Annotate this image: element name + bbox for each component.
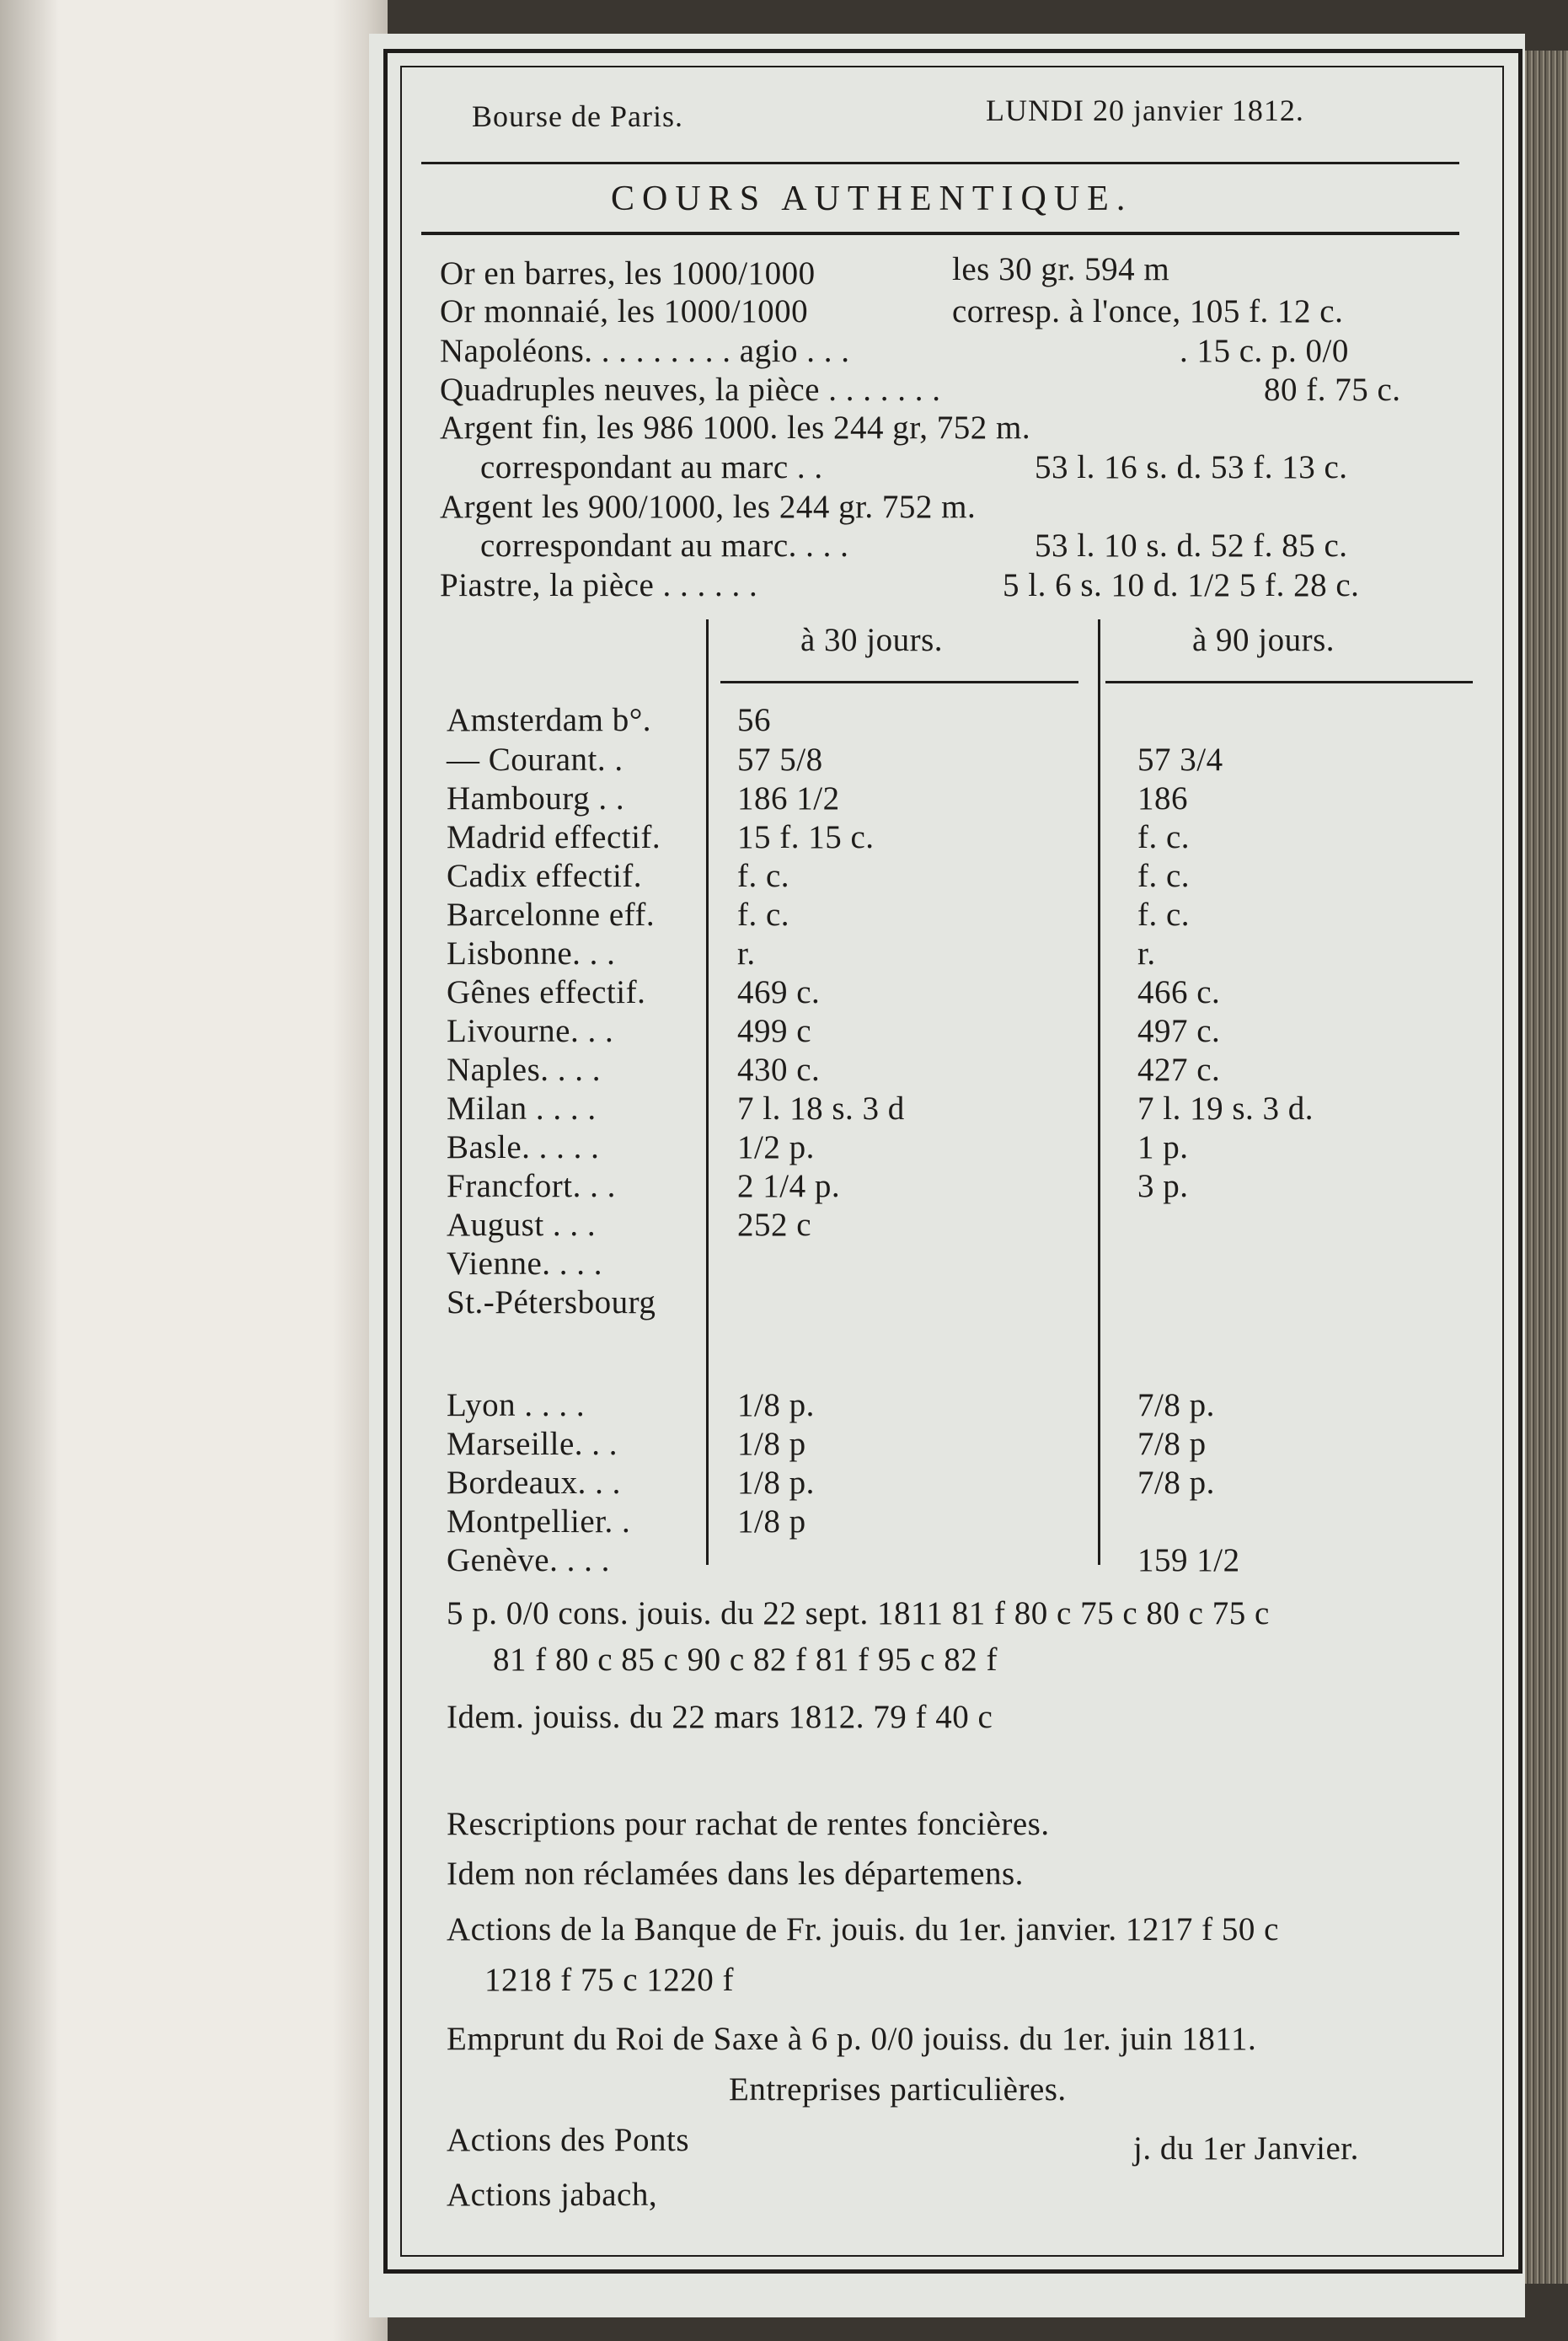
- rate-90-days: f. c.: [1137, 858, 1191, 894]
- section-heading: Entreprises particulières.: [729, 2071, 1067, 2108]
- exchange-place: Lyon . . . .: [447, 1387, 586, 1423]
- exchange-place: Genève. . . .: [447, 1542, 610, 1578]
- security-line: Actions jabach,: [447, 2177, 658, 2213]
- column-header-30: à 30 jours.: [800, 622, 944, 658]
- metal-line: Argent les 900/1000, les 244 gr. 752 m.: [440, 489, 977, 525]
- exchange-place: Lisbonne. . .: [447, 935, 616, 972]
- rate-90-days: 57 3/4: [1137, 742, 1223, 778]
- rate-30-days: f. c.: [737, 897, 790, 933]
- metal-line: Or en barres, les 1000/1000: [440, 255, 816, 292]
- rate-30-days: 1/8 p: [737, 1503, 806, 1540]
- rate-30-days: 1/8 p: [737, 1426, 806, 1462]
- header-rule: [421, 162, 1459, 164]
- exchange-place: Naples. . . .: [447, 1052, 602, 1088]
- rate-30-days: 7 l. 18 s. 3 d: [737, 1090, 905, 1127]
- rate-90-days: 7 l. 19 s. 3 d.: [1137, 1090, 1314, 1127]
- security-line: Actions des Ponts: [447, 2122, 690, 2158]
- exchange-place: Milan . . . .: [447, 1090, 597, 1127]
- exchange-place: August . . .: [447, 1207, 597, 1243]
- column-rule-90: [1105, 681, 1473, 683]
- metal-line: Argent fin, les 986 1000. les 244 gr, 752 m.: [440, 410, 1031, 446]
- rate-90-days: 427 c.: [1137, 1052, 1221, 1088]
- table-divider-right: [1098, 619, 1100, 1565]
- rate-90-days: 186: [1137, 780, 1188, 817]
- column-header-90: à 90 jours.: [1192, 622, 1335, 658]
- security-line: Rescriptions pour rachat de rentes foncières.: [447, 1806, 1050, 1842]
- rate-30-days: 1/8 p.: [737, 1387, 815, 1423]
- security-line: Actions de la Banque de Fr. jouis. du 1er. janvier. 1217 f 50 c: [447, 1911, 1279, 1947]
- rate-90-days: f. c.: [1137, 897, 1191, 933]
- metal-value: 80 f. 75 c.: [1264, 372, 1401, 408]
- exchange-place: Marseille. . .: [447, 1426, 618, 1462]
- rate-90-days: 7/8 p.: [1137, 1465, 1215, 1501]
- header-left: Bourse de Paris.: [472, 99, 683, 133]
- table-divider-left: [706, 619, 709, 1565]
- rate-30-days: 499 c: [737, 1013, 812, 1049]
- rate-30-days: 57 5/8: [737, 742, 823, 778]
- rate-30-days: 1/2 p.: [737, 1129, 815, 1165]
- metal-value: 53 l. 10 s. d. 52 f. 85 c.: [1035, 528, 1348, 564]
- exchange-place: Cadix effectif.: [447, 858, 643, 894]
- metal-value: 5 l. 6 s. 10 d. 1/2 5 f. 28 c.: [1003, 567, 1360, 603]
- exchange-place: Gênes effectif.: [447, 974, 646, 1010]
- metal-line: correspondant au marc. . . .: [480, 528, 849, 564]
- exchange-place: Francfort. . .: [447, 1168, 616, 1204]
- exchange-place: Vienne. . . .: [447, 1245, 603, 1282]
- exchange-place: Madrid effectif.: [447, 819, 661, 855]
- exchange-place: — Courant. .: [447, 742, 623, 778]
- metal-value: 53 l. 16 s. d. 53 f. 13 c.: [1035, 449, 1348, 485]
- rate-90-days: r.: [1137, 935, 1156, 972]
- security-line: Idem non réclamées dans les départemens.: [447, 1856, 1024, 1892]
- rate-90-days: 497 c.: [1137, 1013, 1221, 1049]
- rate-90-days: 3 p.: [1137, 1168, 1189, 1204]
- metal-value: les 30 gr. 594 m: [952, 251, 1170, 287]
- rate-30-days: 1/8 p.: [737, 1465, 815, 1501]
- metal-line: Piastre, la pièce . . . . . .: [440, 567, 758, 603]
- rate-30-days: 469 c.: [737, 974, 821, 1010]
- metal-line: correspondant au marc . .: [480, 449, 823, 485]
- exchange-place: Amsterdam b°.: [447, 702, 652, 738]
- rate-30-days: 186 1/2: [737, 780, 840, 817]
- rate-90-days: 466 c.: [1137, 974, 1221, 1010]
- security-date: j. du 1er Janvier.: [1133, 2130, 1359, 2167]
- page-title: COURS AUTHENTIQUE.: [611, 179, 1133, 218]
- exchange-place: Montpellier. .: [447, 1503, 631, 1540]
- rente-line: 5 p. 0/0 cons. jouis. du 22 sept. 1811 81 f 80 c 75 c 80 c 75 c: [447, 1595, 1270, 1631]
- rate-30-days: 56: [737, 702, 771, 738]
- title-rule: [421, 232, 1459, 235]
- rate-90-days: 1 p.: [1137, 1129, 1189, 1165]
- rate-30-days: f. c.: [737, 858, 790, 894]
- rate-30-days: 15 f. 15 c.: [737, 819, 875, 855]
- exchange-place: Livourne. . .: [447, 1013, 614, 1049]
- header-right: LUNDI 20 janvier 1812.: [986, 94, 1304, 127]
- rate-90-days: 7/8 p: [1137, 1426, 1207, 1462]
- metal-value: . 15 c. p. 0/0: [1180, 333, 1349, 369]
- metal-value: corresp. à l'once, 105 f. 12 c.: [952, 293, 1344, 329]
- security-line: Emprunt du Roi de Saxe à 6 p. 0/0 jouiss. du 1er. juin 1811.: [447, 2021, 1257, 2057]
- rate-30-days: 252 c: [737, 1207, 812, 1243]
- rate-90-days: 159 1/2: [1137, 1542, 1240, 1578]
- exchange-place: Bordeaux. . .: [447, 1465, 621, 1501]
- rate-30-days: 2 1/4 p.: [737, 1168, 841, 1204]
- rate-90-days: 7/8 p.: [1137, 1387, 1215, 1423]
- metal-line: Or monnaié, les 1000/1000: [440, 293, 809, 329]
- metal-line: Napoléons. . . . . . . . . agio . . .: [440, 333, 850, 369]
- security-line: 1218 f 75 c 1220 f: [484, 1962, 735, 1998]
- metal-line: Quadruples neuves, la pièce . . . . . . .: [440, 372, 941, 408]
- rate-30-days: r.: [737, 935, 756, 972]
- exchange-place: St.-Pétersbourg: [447, 1284, 656, 1320]
- rate-90-days: f. c.: [1137, 819, 1191, 855]
- rente-line: 81 f 80 c 85 c 90 c 82 f 81 f 95 c 82 f: [493, 1642, 998, 1678]
- exchange-place: Barcelonne eff.: [447, 897, 656, 933]
- rente-line: Idem. jouiss. du 22 mars 1812. 79 f 40 c: [447, 1699, 993, 1735]
- column-rule-30: [720, 681, 1078, 683]
- left-gutter-shadow: [0, 0, 59, 2341]
- exchange-place: Hambourg . .: [447, 780, 625, 817]
- exchange-place: Basle. . . . .: [447, 1129, 600, 1165]
- rate-30-days: 430 c.: [737, 1052, 821, 1088]
